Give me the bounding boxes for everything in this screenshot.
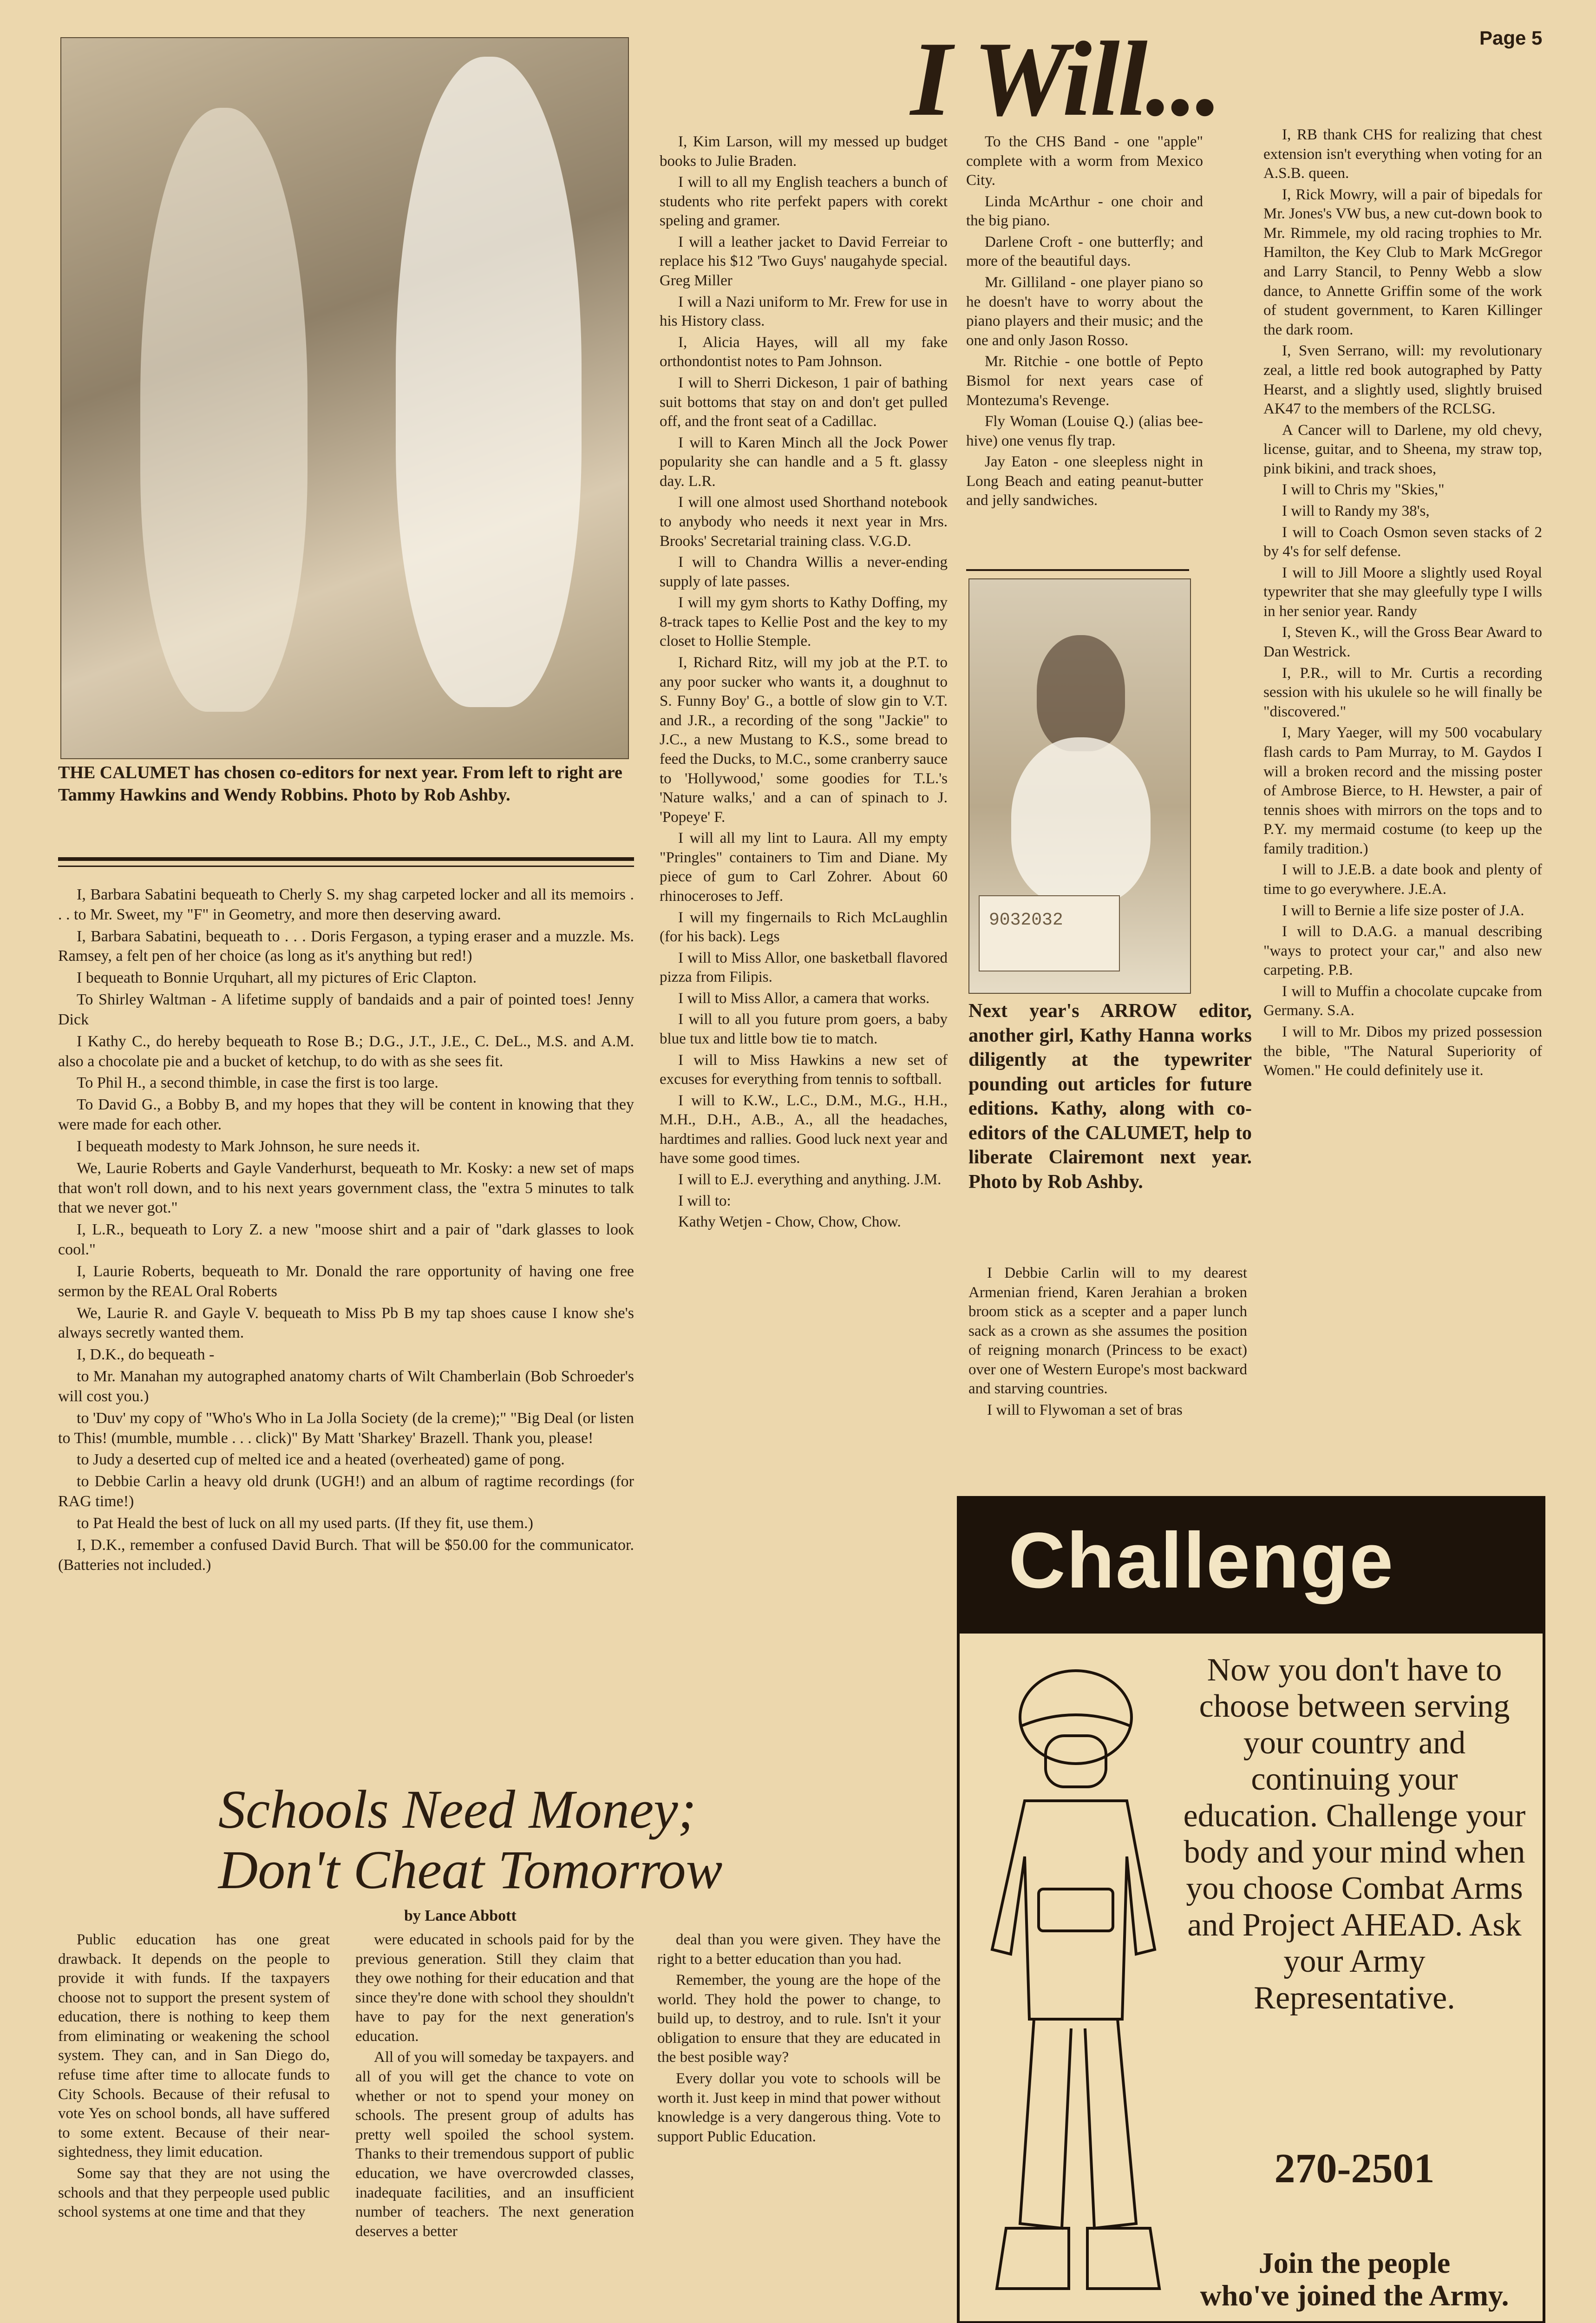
paragraph: I will to Chris my "Skies," <box>1282 481 1445 499</box>
paragraph: Mr. Ritchie - one bottle of Pepto Bismol for next years case of Montezuma's Revenge. <box>966 353 1203 409</box>
paragraph: I will a leather jacket to David Ferreiar to replace his $12 'Two Guys' naugahyde special. Greg Miller <box>660 233 948 289</box>
paragraph: I will to: <box>678 1192 731 1209</box>
paper-number: 9032032 <box>989 910 1063 930</box>
paragraph: Every dollar you vote to schools will be worth it. Just keep in mind that power without knowledge is a very dangerous thing. Vote to support Public Education. <box>657 2070 941 2145</box>
paragraph: I will my gym shorts to Kathy Doffing, my 8-track tapes to Kellie Post and the key to my closet to Hollie Stemple. <box>660 594 948 650</box>
paragraph: deal than you were given. They have the right to a better education than you had. <box>657 1931 941 1968</box>
paragraph: I will to Flywoman a set of bras <box>987 1402 1183 1419</box>
paragraph: were educated in schools paid for by the previous generation. Still they claim that they owe nothing for their education and that since they're done with school they shouldn't have to pay for the next generation's education. <box>355 1931 634 2045</box>
ad-tagline-line2: who've joined the Army. <box>1200 2279 1509 2312</box>
paragraph: Mr. Gilliland - one player piano so he doesn't have to worry about the piano players and their music; and the one and only Jason Rosso. <box>966 274 1203 349</box>
paragraph: I will to Miss Allor, one basketball flavored pizza from Filipis. <box>660 949 948 986</box>
paragraph: Darlene Croft - one butterfly; and more of the beautiful days. <box>966 233 1203 270</box>
paragraph: I, Barbara Sabatini bequeath to Cherly S. my shag carpeted locker and all its memoirs . . . to Mr. Sweet, my "F" in Geometry, and more then deserving award. <box>58 886 634 923</box>
wills-column-third <box>966 132 1203 564</box>
paragraph: I will to Randy my 38's, <box>1282 502 1430 519</box>
article-title-line1: Schools Need Money; <box>218 1779 696 1840</box>
ad-tagline <box>1183 2247 1526 2312</box>
paragraph: I will to Sherri Dickeson, 1 pair of bathing suit bottoms that stay on and don't get pulled off, and the front seat of a Cadillac. <box>660 374 948 430</box>
paragraph: I bequeath to Bonnie Urquhart, all my pictures of Eric Clapton. <box>77 969 477 987</box>
paragraph: We, Laurie R. and Gayle V. bequeath to Miss Pb B my tap shoes cause I know she's always secretly wanted them. <box>58 1304 634 1342</box>
soldier-illustration <box>969 1647 1192 2307</box>
page-number: Page 5 <box>1479 27 1543 49</box>
paragraph: I, Barbara Sabatini, bequeath to . . . Doris Fergason, a typing eraser and a muzzle. Ms. Ramsey, a felt pen of her choice (as long as it's anything but red!) <box>58 927 634 965</box>
photo-kathy-hanna <box>968 578 1191 994</box>
paragraph: I, Steven K., will the Gross Bear Award to Dan Westrick. <box>1263 624 1542 661</box>
paragraph: I will one almost used Shorthand notebook to anybody who needs it next year in Mrs. Brooks' Secretarial training class. V.G.D. <box>660 494 948 550</box>
paragraph: I will to Coach Osmon seven stacks of 2 by 4's for self defense. <box>1263 524 1542 560</box>
wills-column-right <box>1263 125 1542 1491</box>
paragraph: I, Alicia Hayes, will all my fake orthondontist notes to Pam Johnson. <box>660 334 948 370</box>
photo-calumet-coeditors <box>60 37 629 759</box>
photo2-caption: Next year's ARROW editor, another girl, Kathy Hanna works diligently at the typewriter pounding out articles for future editions. Kathy, along with co-editors of the CALUMET, help to liberate Clairemont next year. Photo by Rob Ashby. <box>968 1000 1252 1193</box>
paragraph: I, L.R., bequeath to Lory Z. a new "moose shirt and a pair of "dark glasses to look cool." <box>58 1221 634 1259</box>
paragraph: I will to Bernie a life size poster of J.A. <box>1282 902 1524 919</box>
article-column-3 <box>657 1930 941 2323</box>
paragraph: Fly Woman (Louise Q.) (alias bee-hive) one venus fly trap. <box>966 413 1203 449</box>
paragraph: To Shirley Waltman - A lifetime supply of bandaids and a pair of pointed toes! Jenny Dick <box>58 991 634 1028</box>
paragraph: Linda McArthur - one choir and the big piano. <box>966 193 1203 230</box>
army-challenge-ad <box>957 1496 1545 2323</box>
article-column-2 <box>355 1930 634 2323</box>
paragraph: All of you will someday be taxpayers. and all of you will get the chance to vote on whether or not to spend your money on schools. The present group of adults has pretty well spoiled the school system. Thanks to their tremendous support of public education, we have overcrowded classes, inadequate facilities, and an insufficient number of teachers. The next generation deserves a better <box>355 2049 634 2240</box>
article-column-1 <box>58 1930 330 2323</box>
wills-column-third-lower <box>968 1264 1247 1496</box>
paragraph: I will to J.E.B. a date book and plenty of time to go everywhere. J.E.A. <box>1263 861 1542 898</box>
paragraph: I, Sven Serrano, will: my revolutionary zeal, a little red book autographed by Patty Hearst, and a slightly used, slightly bruised AK47 to the members of the RCLSG. <box>1263 342 1542 418</box>
paragraph: Some say that they are not using the schools and that they perpeople used public school systems at one time and that they <box>58 2165 330 2221</box>
paragraph: I, Rick Mowry, will a pair of bipedals for Mr. Jones's VW bus, a new cut-down book to Mr. Rimmele, my old racing trophies to Mr. Hamilton, the Key Club to Mark McGregor and Larry Stancil, to Penny Webb a slow dance, to Annette Griffin some of the work of student government, to Karen Killinger the dark room. <box>1263 186 1542 338</box>
ad-phone: 270-2501 <box>1274 2146 1435 2192</box>
paragraph: Remember, the young are the hope of the world. They hold the power to change, to build up, to destroy, and to rule. Isn't it your obligation to ensure that they are educated in the best posible way? <box>657 1972 941 2066</box>
wills-column-left <box>58 885 634 1754</box>
ad-title: Challenge <box>1008 1516 1394 1605</box>
paragraph: to 'Duv' my copy of "Who's Who in La Jolla Society (de la creme);" "Big Deal (or listen to This! (mumble, mumble . . . click)" By Matt 'Sharkey' Brazell. Thank you, please! <box>58 1409 634 1447</box>
paragraph: I, RB thank CHS for realizing that chest extension isn't everything when voting for an A.S.B. queen. <box>1263 126 1542 182</box>
article-byline: by Lance Abbott <box>404 1907 517 1924</box>
ad-title-band <box>960 1499 1543 1634</box>
paragraph: I will to Miss Allor, a camera that works. <box>678 990 930 1007</box>
paragraph: A Cancer will to Darlene, my old chevy, license, guitar, and to Sheena, my straw top, pink bikini, and track shoes, <box>1263 421 1542 477</box>
paragraph: to Debbie Carlin a heavy old drunk (UGH!) and an album of ragtime recordings (for RAG time!) <box>58 1473 634 1510</box>
paragraph: I Debbie Carlin will to my dearest Armenian friend, Karen Jerahian a broken broom stick as a scepter and a paper lunch sack as a crown as she assumes the position of reigning monarch (Princess to be exact) over one of Western Europe's most backward and starving countries. <box>968 1265 1247 1398</box>
paragraph: I bequeath modesty to Mark Johnson, he sure needs it. <box>77 1137 420 1155</box>
paragraph: I will to all you future prom goers, a baby blue tux and little bow tie to match. <box>660 1011 948 1048</box>
paragraph: I will all my lint to Laura. All my empty "Pringles" containers to Tim and Diane. My piece of gum to Carl Zohrer. About 60 rhinoceroses to Jeff. <box>660 830 948 905</box>
article-title <box>218 1779 722 1900</box>
divider-rule-thin <box>58 866 634 867</box>
wills-column-middle <box>660 132 948 1768</box>
paragraph: I will to E.J. everything and anything. J.M. <box>678 1171 942 1188</box>
paragraph: I will to all my English teachers a bunch of students who rite perfekt papers with corekt speling and gramer. <box>660 174 948 230</box>
divider-rule <box>58 857 634 861</box>
paragraph: I, Richard Ritz, will my job at the P.T. to any poor sucker who wants it, a doughnut to S. Funny Boy' G., a bottle of slow gin to V.T. and J.R., a recording of the song "Jackie" to J.C., a new Mustang to K.S., some bread to feed the Ducks, to M.C., some cranberry sauce to 'Hollywood,' some goodies for T.L.'s 'Nature walks,' and a can of spinach to J. 'Popeye' F. <box>660 654 948 826</box>
paragraph: To Phil H., a second thimble, in case the first is too large. <box>77 1074 438 1092</box>
photo1-caption: THE CALUMET has chosen co-editors for next year. From left to right are Tammy Hawkins and Wendy Robbins. Photo by Rob Ashby. <box>58 763 622 805</box>
paragraph: I, P.R., will to Mr. Curtis a recording session with his ukulele so he will finally be "discovered." <box>1263 664 1542 720</box>
paragraph: To the CHS Band - one "apple" complete with a worm from Mexico City. <box>966 133 1203 189</box>
article-title-line2: Don't Cheat Tomorrow <box>218 1839 723 1900</box>
paragraph: I will to Miss Hawkins a new set of excuses for everything from tennis to softball. <box>660 1051 948 1088</box>
paragraph: Kathy Wetjen - Chow, Chow, Chow. <box>678 1214 901 1231</box>
headline: I Will... <box>910 20 1221 138</box>
paragraph: I, D.K., do bequeath - <box>77 1346 215 1364</box>
paragraph: I will my fingernails to Rich McLaughlin (for his back). Legs <box>660 909 948 945</box>
paragraph: I will to D.A.G. a manual describing "ways to protect your car," and also new carpeting. P.B. <box>1263 923 1542 979</box>
typewriter-paper <box>979 895 1120 971</box>
paragraph: To David G., a Bobby B, and my hopes that they will be content in knowing that they were made for each other. <box>58 1096 634 1134</box>
paragraph: to Mr. Manahan my autographed anatomy charts of Wilt Chamberlain (Bob Schroeder's will cost you.) <box>58 1368 634 1405</box>
paragraph: to Pat Heald the best of luck on all my used parts. (If they fit, use them.) <box>77 1514 533 1532</box>
paragraph: I, D.K., remember a confused David Burch. That will be $50.00 for the communicator. (Batteries not included.) <box>58 1536 634 1574</box>
paragraph: I will a Nazi uniform to Mr. Frew for use in his History class. <box>660 293 948 330</box>
paragraph: I will to K.W., L.C., D.M., M.G., H.H., M.H., D.H., A.B., A., all the headaches, hardtimes and rallies. Good luck next year and have some good times. <box>660 1092 948 1167</box>
paragraph: I, Kim Larson, will my messed up budget books to Julie Braden. <box>660 133 948 170</box>
paragraph: I will to Karen Minch all the Jock Power popularity she can handle and a 5 ft. glassy day. L.R. <box>660 434 948 490</box>
paragraph: Jay Eaton - one sleepless night in Long Beach and eating peanut-butter and jelly sandwiches. <box>966 453 1203 509</box>
paragraph: I will to Mr. Dibos my prized possession the bible, "The Natural Superiority of Women." He could definitely use it. <box>1263 1024 1542 1079</box>
paragraph: I Kathy C., do hereby bequeath to Rose B.; D.G., J.T., J.E., C. DeL., M.S. and A.M. also a chocolate pie and a bucket of ketchup, to do with as she sees fit. <box>58 1032 634 1070</box>
paragraph: I will to Chandra Willis a never-ending supply of late passes. <box>660 554 948 590</box>
paragraph: I will to Jill Moore a slightly used Royal typewriter that she may gleefully type I wills in her senior year. Randy <box>1263 564 1542 620</box>
paragraph: I will to Muffin a chocolate cupcake from Germany. S.A. <box>1263 983 1542 1019</box>
ad-tagline-line1: Join the people <box>1258 2246 1451 2279</box>
paragraph: We, Laurie Roberts and Gayle Vanderhurst, bequeath to Mr. Kosky: a new set of maps that won't roll down, and to his next years government class, the "extra 5 minutes to talk that we never got." <box>58 1159 634 1217</box>
paragraph: I, Laurie Roberts, bequeath to Mr. Donald the rare opportunity of having one free sermon by the REAL Oral Roberts <box>58 1262 634 1300</box>
ad-body: Now you don't have to choose between serving your country and continuing your education. Challenge your body and your mind when you choose Combat Arms and Project AHEAD. Ask your Army Representative. <box>1183 1652 1526 2016</box>
paragraph: I, Mary Yaeger, will my 500 vocabulary flash cards to Pam Murray, to M. Gaydos I will a broken record and the missing poster of Ambrose Bierce, to H. Hewster, a pair of tennis shoes with mirrors on the tops and to P.Y. my mermaid costume (to keep up the family tradition.) <box>1263 724 1542 857</box>
paragraph: Public education has one great drawback. It depends on the people to provide it with funds. If the taxpayers choose not to support the present system of education, there is nothing to keep them from eliminating or weakening the school system. They can, and in San Diego do, refuse time after time to allocate funds to City Schools. Because of their refusal to vote Yes on school bonds, all have suffered to some extent. Because of their near-sightedness, they limit education. <box>58 1931 330 2161</box>
photo2-top-rule <box>966 569 1189 571</box>
paragraph: to Judy a deserted cup of melted ice and a heated (overheated) game of pong. <box>77 1451 565 1469</box>
